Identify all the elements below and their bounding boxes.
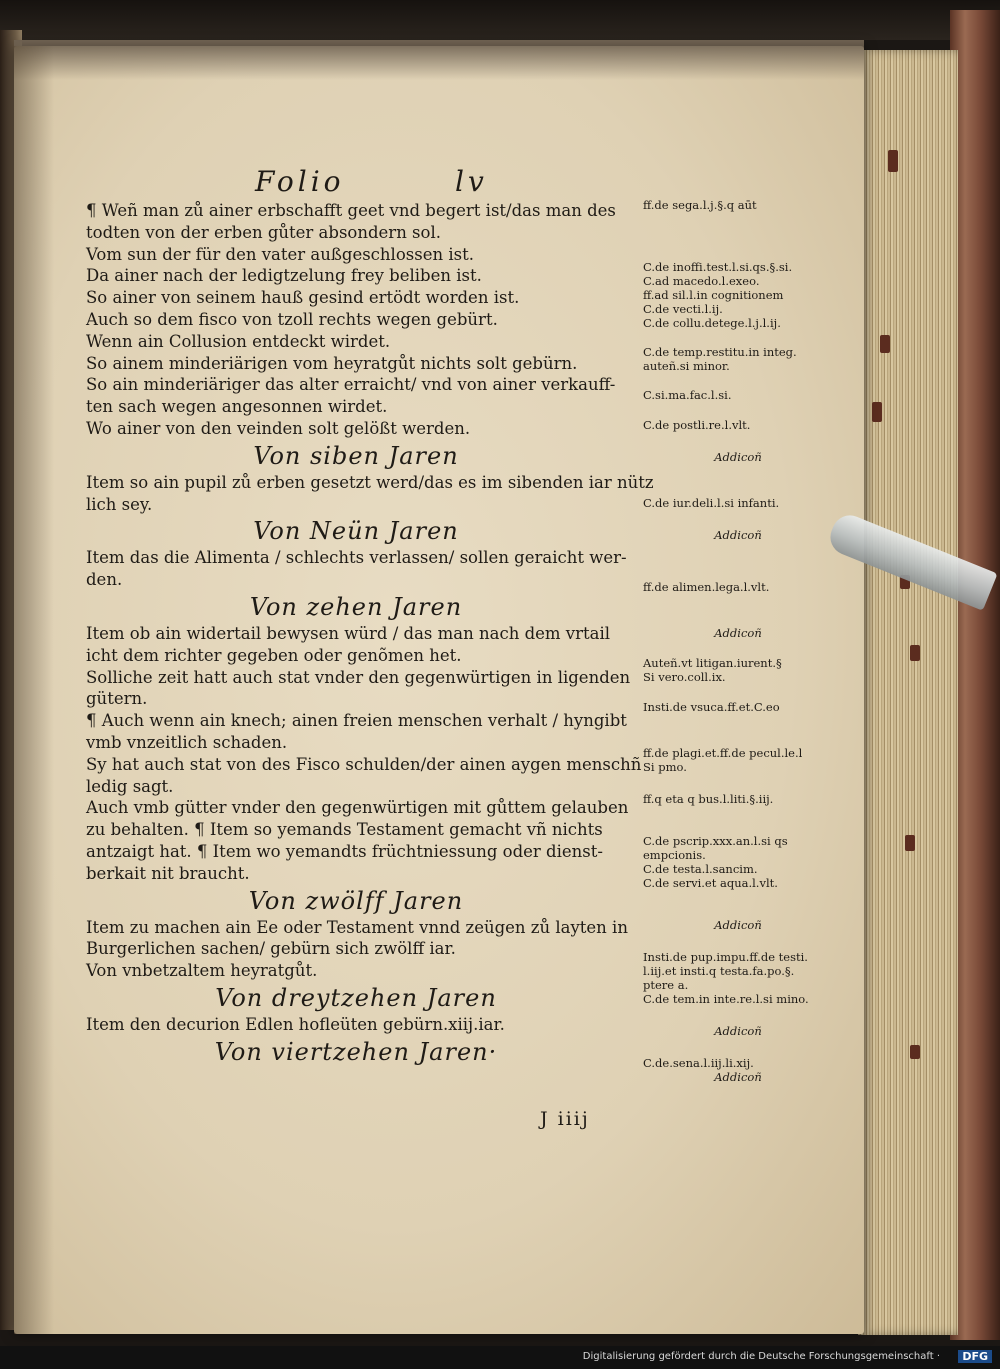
text-line: Sy hat auch stat von des Fisco schulden/der ainen aygen menschñ bbox=[86, 754, 642, 774]
margin-citation: C.si.ma.fac.l.si. bbox=[643, 388, 732, 402]
index-tab bbox=[888, 150, 898, 172]
text-line: zu behalten. ¶ Item so yemands Testament gemacht vñ nichts bbox=[86, 820, 603, 840]
spine-shadow bbox=[14, 46, 54, 1334]
text-line: So ainer von seinem hauß gesind ertödt worden ist. bbox=[86, 288, 520, 308]
margin-citation: C.de testa.l.sancim. bbox=[643, 862, 758, 876]
addition-note: Addicoñ bbox=[714, 918, 762, 932]
margin-citation: C.de inoffi.test.l.si.qs.§.si. bbox=[643, 260, 793, 274]
text-line: Item zu machen ain Ee oder Testament vnnd zeügen zů layten in bbox=[86, 917, 628, 937]
text-line: ¶ Weñ man zů ainer erbschafft geet vnd begert ist/das man des bbox=[86, 201, 616, 220]
margin-citation: ff.de alimen.lega.l.vlt. bbox=[643, 580, 770, 594]
margin-citation: Si vero.coll.ix. bbox=[643, 670, 726, 684]
index-tab bbox=[905, 835, 915, 851]
text-line: Auch vmb gütter vnder den gegenwürtigen mit gůttem gelauben bbox=[86, 798, 629, 818]
text-line: gütern. bbox=[86, 689, 148, 709]
text-line: antzaigt hat. ¶ Item wo yemandts früchtniessung oder dienst- bbox=[86, 841, 603, 861]
text-line: Item den decurion Edlen hofleüten gebürn.xiij.iar. bbox=[86, 1014, 505, 1034]
margin-citation: ptere a. bbox=[643, 978, 689, 992]
margin-citation: Auteñ.vt litigan.iurent.§ bbox=[643, 656, 782, 670]
margin-citation: l.iij.et insti.q testa.fa.po.§. bbox=[643, 964, 795, 978]
footer-credit: Digitalisierung gefördert durch die Deutsche Forschungsgemeinschaft · bbox=[582, 1351, 940, 1362]
margin-citation: Insti.de pup.impu.ff.de testi. bbox=[643, 950, 808, 964]
addition-note: Addicoñ bbox=[714, 1070, 762, 1084]
index-tab bbox=[910, 1045, 920, 1059]
text-line: Vom sun der für den vater außgeschlossen ist. bbox=[86, 244, 474, 264]
folio-number: lv bbox=[455, 165, 488, 198]
margin-citation: C.de iur.deli.l.si infanti. bbox=[643, 496, 780, 510]
background-top bbox=[0, 0, 1000, 40]
margin-citation: C.ad macedo.l.exeo. bbox=[643, 274, 760, 288]
section-heading: Von zehen Jaren bbox=[249, 592, 463, 621]
margin-citation: auteñ.si minor. bbox=[643, 359, 730, 373]
margin-citation: ff.q eta q bus.l.liti.§.iij. bbox=[643, 792, 774, 806]
text-line: den. bbox=[86, 570, 123, 590]
section-heading: Von siben Jaren bbox=[253, 441, 459, 470]
page-shadow bbox=[14, 40, 864, 80]
addition-note: Addicoñ bbox=[714, 450, 762, 464]
dfg-logo: DFG bbox=[958, 1350, 992, 1363]
text-line: vmb vnzeitlich schaden. bbox=[86, 732, 288, 752]
signature-mark: J iiij bbox=[540, 1108, 590, 1130]
index-tab bbox=[880, 335, 890, 353]
addition-note: Addicoñ bbox=[714, 1024, 762, 1038]
index-tab bbox=[910, 645, 920, 661]
page-edges bbox=[858, 50, 958, 1335]
margin-citation: C.de collu.detege.l.j.l.ij. bbox=[643, 316, 781, 330]
margin-citation: C.de.sena.l.iij.li.xij. bbox=[643, 1056, 754, 1070]
text-line: Wo ainer von den veinden solt gelößt werden. bbox=[86, 418, 471, 438]
text-line: Item ob ain widertail bewysen würd / das man nach dem vrtail bbox=[86, 623, 611, 643]
margin-citation: ff.de sega.l.j.§.q aūt bbox=[643, 198, 757, 212]
margin-citation: ff.ad sil.l.in cognitionem bbox=[643, 288, 784, 302]
text-line: Item so ain pupil zů erben gesetzt werd/das es im sibenden iar nütz bbox=[86, 472, 654, 492]
text-line: todten von der erben gůter absondern sol. bbox=[86, 222, 441, 242]
section-heading: Von zwölff Jaren bbox=[248, 886, 464, 915]
margin-citation: Insti.de vsuca.ff.et.C.eo bbox=[643, 700, 780, 714]
text-line: Von vnbetzaltem heyratgůt. bbox=[86, 961, 318, 981]
text-line: ten sach wegen angesonnen wirdet. bbox=[86, 397, 388, 417]
margin-citation: C.de vecti.l.ij. bbox=[643, 302, 723, 316]
margin-citation: C.de postli.re.l.vlt. bbox=[643, 418, 751, 432]
footer-bar bbox=[0, 1346, 1000, 1369]
text-line: berkait nit braucht. bbox=[86, 863, 250, 883]
margin-citation: ff.de plagi.et.ff.de pecul.le.l bbox=[643, 746, 803, 760]
folio-label: Folio bbox=[255, 165, 345, 198]
margin-citation: Si pmo. bbox=[643, 760, 687, 774]
margin-citation: C.de servi.et aqua.l.vlt. bbox=[643, 876, 778, 890]
text-line: So ainem minderiärigen vom heyratgůt nichts solt gebürn. bbox=[86, 353, 578, 373]
margin-citation: empcionis. bbox=[643, 848, 706, 862]
margin-citation: C.de pscrip.xxx.an.l.si qs bbox=[643, 834, 788, 848]
text-line: icht dem richter gegeben oder genõmen het. bbox=[86, 645, 462, 665]
text-line: Solliche zeit hatt auch stat vnder den gegenwürtigen in ligenden bbox=[86, 667, 631, 687]
section-heading: Von viertzehen Jaren· bbox=[214, 1037, 498, 1066]
text-line: Wenn ain Collusion entdeckt wirdet. bbox=[86, 331, 391, 351]
addition-note: Addicoñ bbox=[714, 626, 762, 640]
main-text-column bbox=[86, 200, 654, 1068]
text-line: lich sey. bbox=[86, 494, 153, 514]
text-line: So ain minderiäriger das alter erraicht/ vnd von ainer verkauff- bbox=[86, 375, 616, 395]
text-line: Auch so dem fisco von tzoll rechts wegen gebürt. bbox=[86, 309, 498, 329]
addition-note: Addicoñ bbox=[714, 528, 762, 542]
text-line: Da ainer nach der ledigtzelung frey beliben ist. bbox=[86, 266, 482, 286]
text-line: Item das die Alimenta / schlechts verlassen/ sollen geraicht wer- bbox=[86, 548, 627, 568]
margin-citation: C.de temp.restitu.in integ. bbox=[643, 345, 797, 359]
text-line: ledig sagt. bbox=[86, 776, 174, 796]
section-heading: Von dreytzehen Jaren bbox=[215, 983, 497, 1012]
text-line: ¶ Auch wenn ain knech; ainen freien menschen verhalt / hyngibt bbox=[86, 711, 627, 731]
margin-citation: C.de tem.in inte.re.l.si mino. bbox=[643, 992, 809, 1006]
index-tab bbox=[872, 402, 882, 422]
text-line: Burgerlichen sachen/ gebürn sich zwölff iar. bbox=[86, 939, 456, 959]
section-heading: Von Neün Jaren bbox=[253, 517, 459, 546]
